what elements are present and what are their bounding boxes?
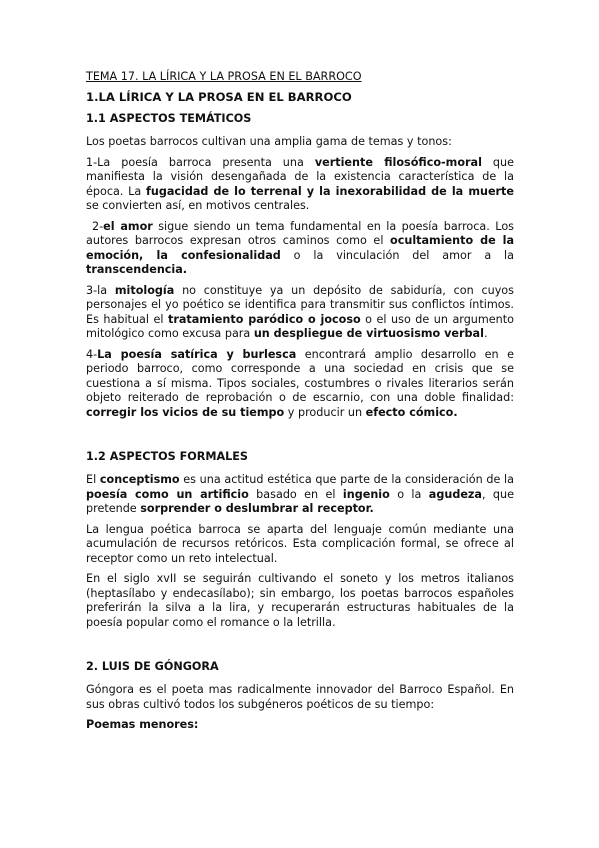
section-1-1-heading: 1.1 ASPECTOS TEMÁTICOS [86,112,252,125]
text-run: o la vinculación del amor a la [280,248,515,262]
bold-run: ocultamiento de la emoción, la confesionalidad [86,234,514,262]
bold-run: fugacidad de lo terrenal y la inexorabilidad de la muerte [145,184,514,198]
paragraph-gongora: Góngora es el poeta mas radicalmente innovador del Barroco Español. En sus obras cultivó todos los subgéneros poéticos de su tiempo: [86,683,514,711]
text-run: 1-La poesía barroca presenta una [86,155,315,169]
bold-run: un despliegue de virtuosismo verbal [253,327,484,340]
bold-run: sorprender o deslumbrar al receptor. [140,502,374,515]
paragraph-siglo-xvii: En el siglo xvII se seguirán cultivando el soneto y los metros italianos (heptasílabo y endecasílabo); sin embargo, los poetas barrocos españoles preferirán la silva a la lira, y recuperarán estructuras habituales de la poesía popular como el romance o la letrilla. [86,572,514,629]
bold-run: transcendencia. [86,263,188,276]
spacer [86,636,514,660]
bold-run: tratamiento paródico o jocoso [167,312,361,326]
text-run: . [483,327,488,340]
text-run: basado en el [248,487,343,501]
text-run: 2- [92,219,104,233]
spacer [86,426,514,450]
bold-run: corregir los vicios de su tiempo [86,405,285,419]
paragraph-tema-3 [86,284,514,342]
text-run: o el uso de un argumento mitológico como excusa para [86,312,514,340]
section-2-heading: 2. LUIS DE GÓNGORA [86,660,219,673]
section-1-heading: 1.LA LÍRICA Y LA PROSA EN EL BARROCO [86,90,352,104]
text-run: es una actitud estética que parte de la consideración de la [179,473,514,486]
text-run: 4- [86,347,98,361]
bold-run: agudeza [428,487,482,501]
section-1-1-intro: Los poetas barrocos cultivan una amplia gama de temas y tonos: [86,135,452,148]
document-title: TEMA 17. LA LÍRICA Y LA PROSA EN EL BARROCO [86,70,362,83]
text-run: sigue siendo un tema fundamental en la poesía barroca. Los autores barrocos expresan otros caminos como el [86,219,514,247]
text-run: El [86,473,100,486]
bold-run: vertiente filosófico-moral [314,155,482,169]
bold-run: efecto cómico. [365,405,458,419]
bold-run: conceptismo [99,473,180,486]
document-body [86,70,514,739]
text-run: encontrará amplio desarrollo en e periodo barroco, como corresponde a una sociedad en crisis que se cuestiona a sí misma. Tipos sociales, costumbres o rivales literarios serán objeto reiterado de reprobación o de escarnio, con una doble finalidad: [86,347,514,404]
poemas-menores-label [86,718,514,733]
text-run: o la [389,487,429,501]
text-run: 3-la [86,283,115,297]
text-run: se convierten así, en motivos centrales. [86,199,310,212]
bold-run: Poemas menores: [86,718,199,731]
paragraph-tema-2 [86,220,514,278]
section-1-2-heading: 1.2 ASPECTOS FORMALES [86,450,248,463]
paragraph-tema-4 [86,348,514,421]
paragraph-lengua-poetica: La lengua poética barroca se aparta del lenguaje común mediante una acumulación de recursos retóricos. Esta complicación formal, se ofrece al receptor como un reto intelectual. [86,522,514,565]
bold-run: poesía como un artificio [86,487,249,501]
text-run: no constituye ya un depósito de sabiduría, con cuyos personajes el yo poético se identifica para transmitir sus conflictos íntimos. Es habitual el [86,283,514,326]
bold-run: el amor [103,219,153,233]
bold-run: ingenio [342,487,390,501]
paragraph-tema-1 [86,156,514,214]
bold-run: La poesía satírica y burlesca [97,347,297,361]
text-run: , que pretende [86,487,515,515]
paragraph-conceptismo [86,473,514,517]
text-run: que manifiesta la visión desengañada de la existencia característica de la época. La [86,155,514,198]
bold-run: mitología [114,283,175,297]
text-run: y producir un [284,405,366,419]
